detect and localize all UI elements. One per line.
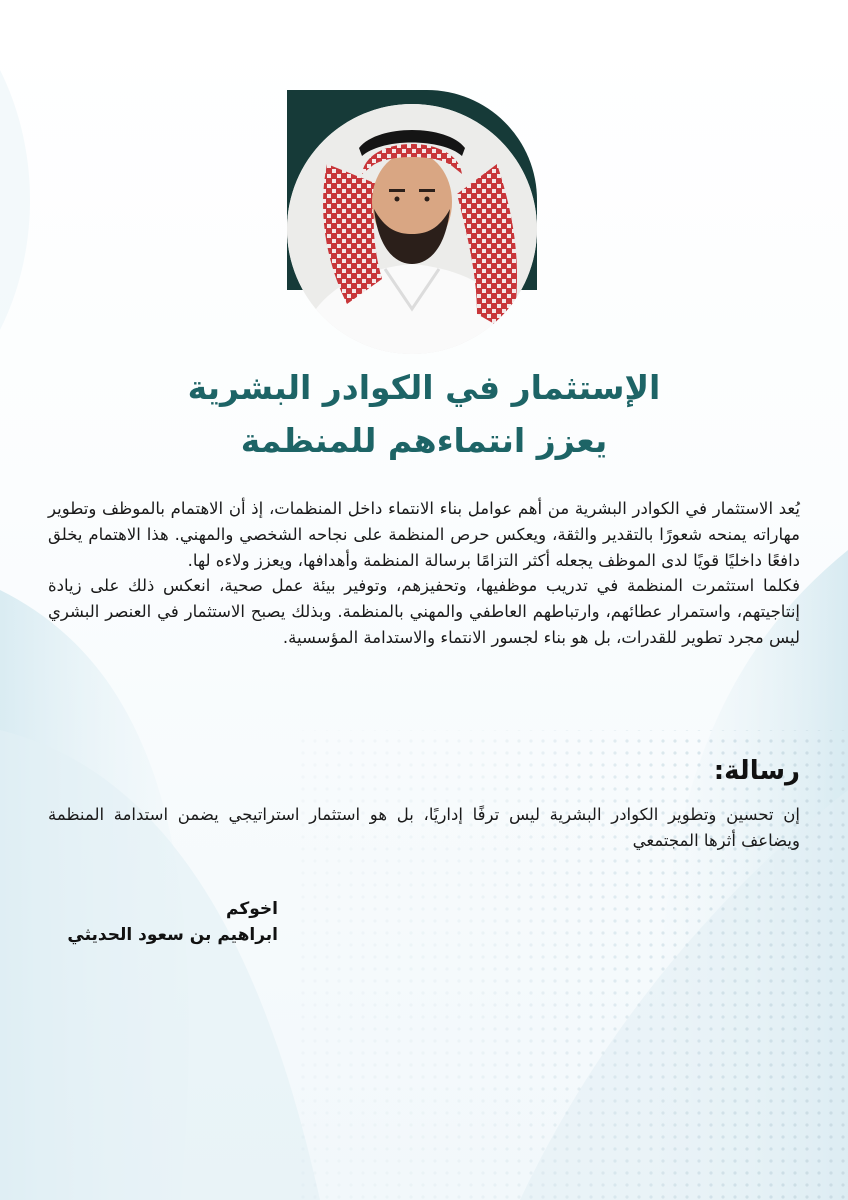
author-portrait (287, 90, 537, 380)
message-heading: رسالة: (713, 756, 800, 786)
signature-name: ابراهيم بن سعود الحديثي (67, 925, 278, 945)
body-paragraph-1: يُعد الاستثمار في الكوادر البشرية من أهم عوامل بناء الانتماء داخل المنظمات، إذ أن الاهتمام بالموظف وتطوير مهاراته يمنحه شعورًا بالتقدير والثقة، ويعكس حرص المنظمة على نجاحه الشخصي والمهني. هذا الاهتمام يخلق دافعًا داخليًا قويًا لدى الموظف يجعله أكثر التزامًا برسالة المنظمة وأهدافها، ويعزز ولاءه لها. (48, 499, 800, 570)
article-body (48, 496, 800, 651)
article-title-line-2: يعزز انتماءهم للمنظمة (240, 421, 608, 460)
author-photo (287, 104, 537, 354)
message-paragraph: إن تحسين وتطوير الكوادر البشرية ليس ترفًا إداريًا، بل هو استثمار استراتيجي يضمن استدامة المنظمة ويضاعف أثرها المجتمعي (48, 805, 800, 850)
author-signature (48, 896, 278, 948)
article-page (0, 30, 848, 1200)
body-paragraph-2: فكلما استثمرت المنظمة في تدريب موظفيها، وتحفيزهم، وتوفير بيئة عمل صحية، انعكس ذلك على زيادة إنتاجيتهم، واستمرار عطائهم، وارتباطهم العاطفي والمهني بالمنظمة. وبذلك يصبح الاستثمار في العنصر البشري ليس مجرد تطوير للقدرات، بل هو بناء لجسور الانتماء والاستدامة المؤسسية. (48, 576, 800, 647)
article-title-line-1: الإستثمار في الكوادر البشرية (187, 368, 661, 407)
message-body (48, 802, 800, 854)
signature-greeting: اخوكم (226, 899, 278, 919)
